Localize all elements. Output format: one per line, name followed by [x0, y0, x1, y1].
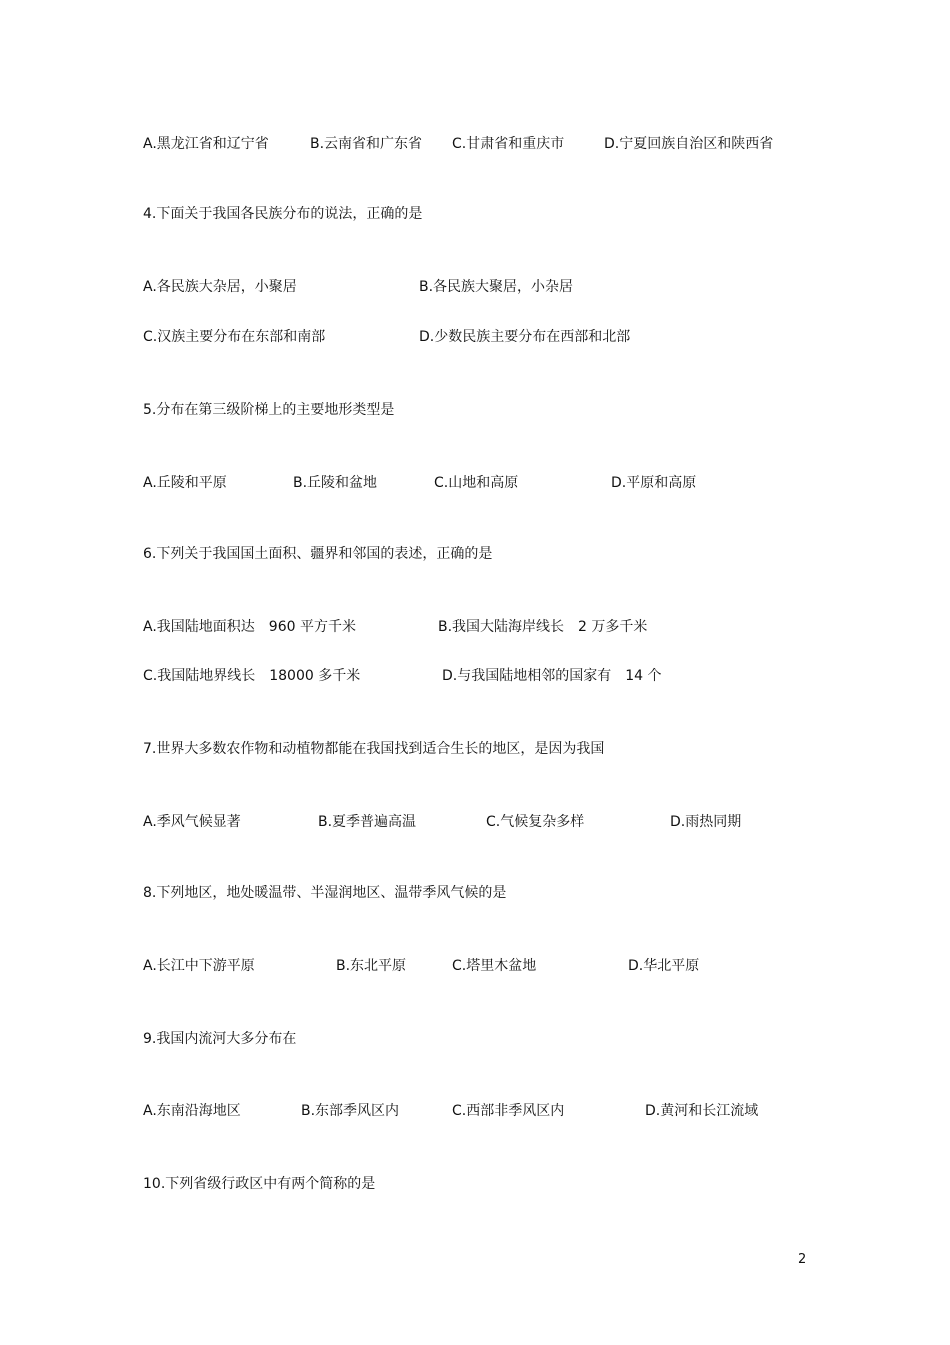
q4-option-a: A.各民族大杂居，小聚居 [143, 279, 297, 295]
q7-stem: 7.世界大多数农作物和动植物都能在我国找到适合生长的地区，是因为我国 [143, 741, 605, 757]
q8-option-b: B.东北平原 [336, 958, 407, 974]
q4-stem: 4.下面关于我国各民族分布的说法，正确的是 [143, 206, 423, 222]
q5-option-b: B.丘陵和盆地 [293, 475, 378, 491]
q4-option-c: C.汉族主要分布在东部和南部 [143, 329, 326, 345]
q8-option-c: C.塔里木盆地 [452, 958, 537, 974]
q4-option-b: B.各民族大聚居，小杂居 [419, 279, 574, 295]
q3-option-d: D.宁夏回族自治区和陕西省 [604, 136, 774, 152]
q5-option-a: A.丘陵和平原 [143, 475, 227, 491]
q8-option-d: D.华北平原 [628, 958, 700, 974]
q6-stem: 6.下列关于我国国土面积、疆界和邻国的表述，正确的是 [143, 546, 493, 562]
q4-option-d: D.少数民族主要分布在西部和北部 [419, 329, 631, 345]
q7-option-d: D.雨热同期 [670, 814, 742, 830]
q6-option-d: D.与我国陆地相邻的国家有 14 个 [442, 668, 662, 684]
q10-stem: 10.下列省级行政区中有两个简称的是 [143, 1176, 376, 1192]
q9-option-b: B.东部季风区内 [301, 1103, 400, 1119]
q8-stem: 8.下列地区，地处暖温带、半湿润地区、温带季风气候的是 [143, 885, 507, 901]
q5-option-d: D.平原和高原 [611, 475, 697, 491]
q3-option-a: A.黑龙江省和辽宁省 [143, 136, 269, 152]
q9-option-d: D.黄河和长江流域 [645, 1103, 759, 1119]
q8-option-a: A.长江中下游平原 [143, 958, 255, 974]
q3-option-c: C.甘肃省和重庆市 [452, 136, 565, 152]
q7-option-c: C.气候复杂多样 [486, 814, 585, 830]
q7-option-b: B.夏季普遍高温 [318, 814, 417, 830]
q6-option-a: A.我国陆地面积达 960 平方千米 [143, 619, 356, 635]
q5-option-c: C.山地和高原 [434, 475, 519, 491]
q5-stem: 5.分布在第三级阶梯上的主要地形类型是 [143, 402, 395, 418]
q6-option-b: B.我国大陆海岸线长 2 万多千米 [438, 619, 648, 635]
q3-option-b: B.云南省和广东省 [310, 136, 423, 152]
q9-option-a: A.东南沿海地区 [143, 1103, 241, 1119]
q9-option-c: C.西部非季风区内 [452, 1103, 565, 1119]
q7-option-a: A.季风气候显著 [143, 814, 241, 830]
q6-option-c: C.我国陆地界线长 18000 多千米 [143, 668, 361, 684]
page-number: 2 [798, 1252, 807, 1267]
q9-stem: 9.我国内流河大多分布在 [143, 1031, 297, 1047]
